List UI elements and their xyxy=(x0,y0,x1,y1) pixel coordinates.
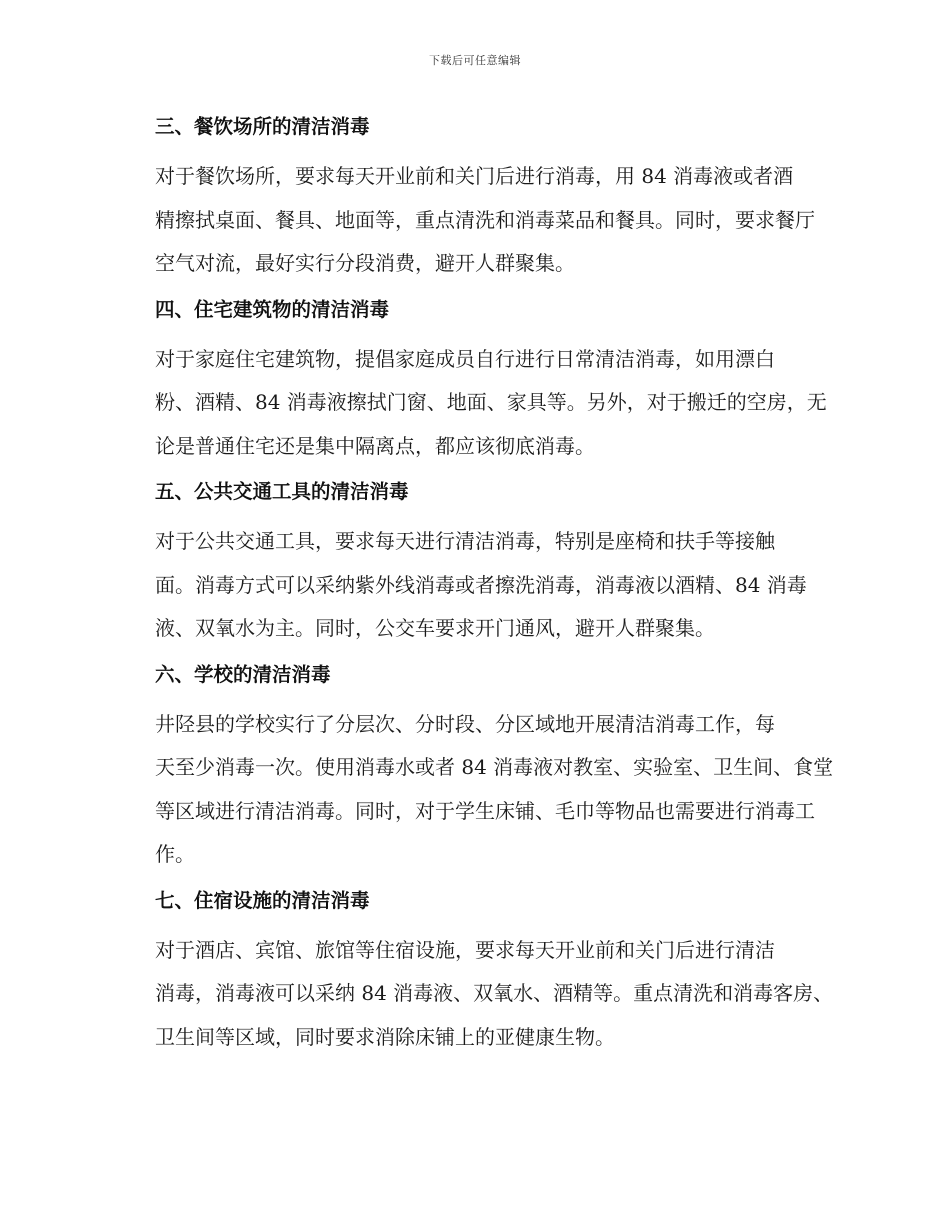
paragraph xyxy=(113,703,838,877)
paragraph-line: 粉、酒精、84 消毒液擦拭门窗、地面、家具等。另外，对于搬迁的空房，无 xyxy=(155,390,827,414)
document-body xyxy=(113,111,838,1067)
paragraph-line: 卫生间等区域，同时要求消除床铺上的亚健康生物。 xyxy=(155,1024,615,1049)
section-heading: 七、住宿设施的清洁消毒 xyxy=(155,888,370,912)
paragraph-line: 作。 xyxy=(155,842,195,866)
section-heading: 六、学校的清洁消毒 xyxy=(155,662,331,686)
section xyxy=(113,885,838,1060)
paragraph-line: 井陉县的学校实行了分层次、分时段、分区域地开展清洁消毒工作，每 xyxy=(155,711,775,736)
section xyxy=(113,659,838,877)
paragraph xyxy=(113,155,838,286)
paragraph xyxy=(113,338,838,469)
paragraph-line: 论是普通住宅还是集中隔离点，都应该彻底消毒。 xyxy=(155,433,595,458)
section xyxy=(113,294,838,469)
paragraph-line: 对于家庭住宅建筑物，提倡家庭成员自行进行日常清洁消毒，如用漂白 xyxy=(155,346,775,371)
section xyxy=(113,476,838,651)
page-header-note: 下载后可任意编辑 xyxy=(429,54,521,67)
paragraph-line: 消毒，消毒液可以采纳 84 消毒液、双氧水、酒精等。重点清洗和消毒客房、 xyxy=(155,981,834,1005)
paragraph-line: 对于餐饮场所，要求每天开业前和关门后进行消毒，用 84 消毒液或者酒 xyxy=(155,164,794,188)
paragraph-line: 空气对流，最好实行分段消费，避开人群聚集。 xyxy=(155,251,575,275)
section-heading: 四、住宅建筑物的清洁消毒 xyxy=(155,297,390,321)
section-heading: 五、公共交通工具的清洁消毒 xyxy=(155,480,409,503)
paragraph-line: 对于酒店、宾馆、旅馆等住宿设施，要求每天开业前和关门后进行清洁 xyxy=(155,937,775,962)
paragraph-line: 对于公共交通工具，要求每天进行清洁消毒，特别是座椅和扶手等接触 xyxy=(155,529,775,553)
section xyxy=(113,111,838,286)
paragraph xyxy=(113,929,838,1060)
paragraph-line: 等区域进行清洁消毒。同时，对于学生床铺、毛巾等物品也需要进行消毒工 xyxy=(155,798,815,823)
paragraph-line: 液、双氧水为主。同时，公交车要求开门通风，避开人群聚集。 xyxy=(155,616,715,640)
section-heading: 三、餐饮场所的清洁消毒 xyxy=(155,115,370,138)
paragraph-line: 天至少消毒一次。使用消毒水或者 84 消毒液对教室、实验室、卫生间、食堂 xyxy=(155,755,834,779)
paragraph xyxy=(113,520,838,651)
paragraph-line: 精擦拭桌面、餐具、地面等，重点清洗和消毒菜品和餐具。同时，要求餐厅 xyxy=(155,207,815,232)
paragraph-line: 面。消毒方式可以采纳紫外线消毒或者擦洗消毒，消毒液以酒精、84 消毒 xyxy=(155,572,807,597)
